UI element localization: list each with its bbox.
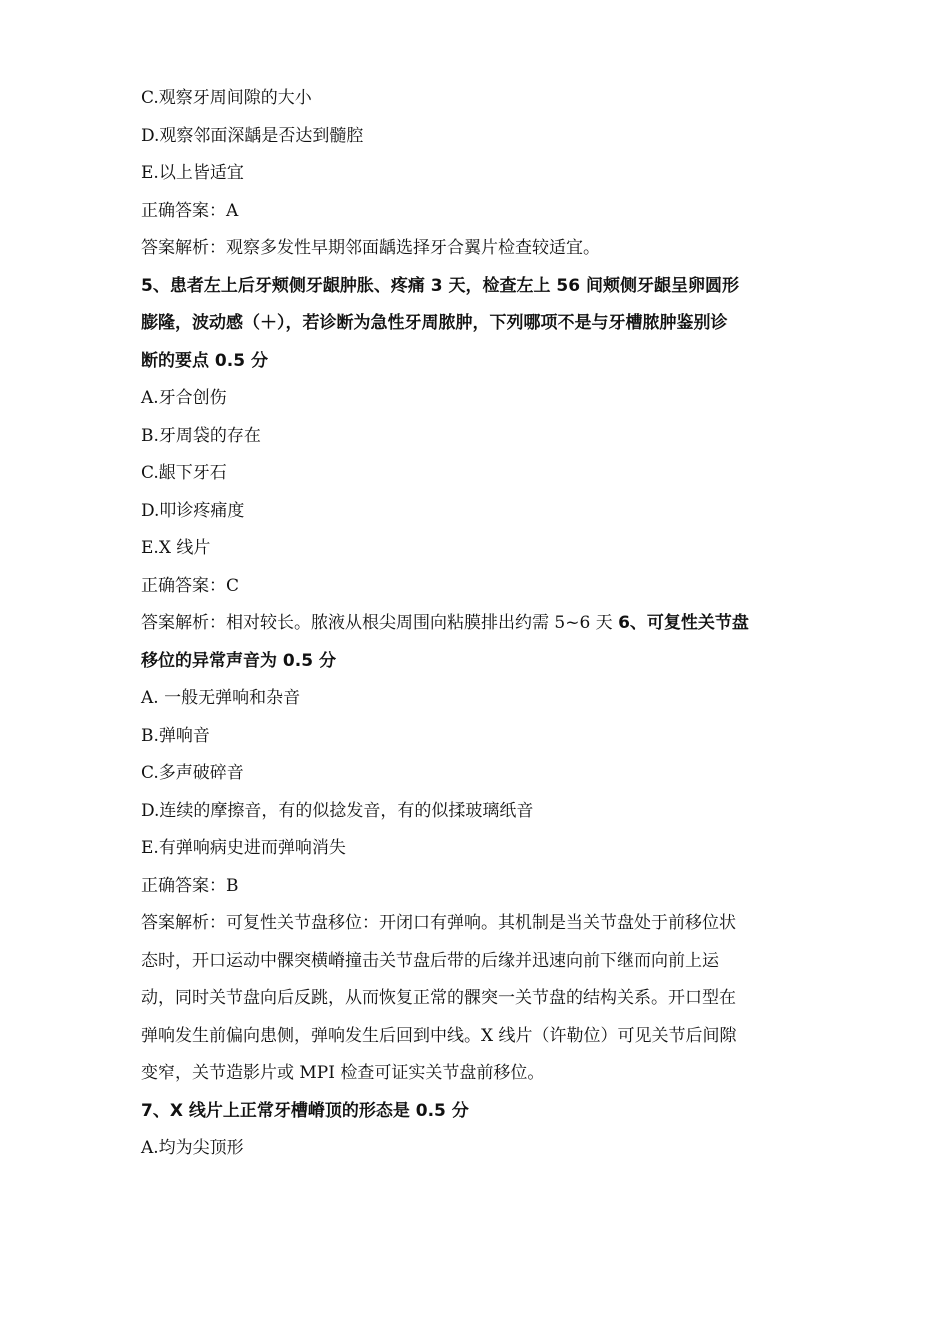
- q4-analysis: 答案解析：观察多发性早期邻面龋选择牙合翼片检查较适宜。: [141, 238, 600, 258]
- q4-option-e: E.以上皆适宜: [141, 163, 244, 183]
- q6-question-line2: 移位的异常声音为 0.5 分: [141, 651, 336, 671]
- q4-option-d: D.观察邻面深龋是否达到髓腔: [141, 126, 364, 146]
- q5-option-d: D.叩诊疼痛度: [141, 501, 245, 521]
- q5-answer: 正确答案：C: [141, 576, 240, 596]
- q5-question-line2: 膨隆，波动感（＋），若诊断为急性牙周脓肿，下列哪项不是与牙槽脓肿鉴别诊: [141, 313, 728, 333]
- q5-analysis-line: [141, 612, 821, 634]
- q7-option-a: A.均为尖顶形: [141, 1138, 244, 1158]
- q6-analysis-line4: 弹响发生前偏向患侧，弹响发生后回到中线。X 线片（许勒位）可见关节后间隙: [141, 1026, 737, 1046]
- q4-answer: 正确答案：A: [141, 201, 239, 221]
- q6-question-start: 6、可复性关节盘: [618, 613, 749, 633]
- q6-analysis-line2: 态时，开口运动中髁突横嵴撞击关节盘后带的后缘并迅速向前下继而向前上运: [141, 951, 719, 971]
- q5-option-a: A.牙合创伤: [141, 388, 227, 408]
- q4-option-c: C.观察牙周间隙的大小: [141, 88, 312, 108]
- q6-analysis-line3: 动，同时关节盘向后反跳，从而恢复正常的髁突一关节盘的结构关系。开口型在: [141, 988, 736, 1008]
- q5-option-b: B.牙周袋的存在: [141, 426, 261, 446]
- q5-option-e: E.X 线片: [141, 538, 211, 558]
- q6-option-a: A. 一般无弹响和杂音: [141, 688, 301, 708]
- q6-option-c: C.多声破碎音: [141, 763, 244, 783]
- q5-question-line3: 断的要点 0.5 分: [141, 351, 268, 371]
- q7-question: 7、X 线片上正常牙槽嵴顶的形态是 0.5 分: [141, 1101, 469, 1121]
- q6-analysis-line1: 答案解析：可复性关节盘移位：开闭口有弹响。其机制是当关节盘处于前移位状: [141, 913, 736, 933]
- q6-analysis-line5: 变窄，关节造影片或 MPI 检查可证实关节盘前移位。: [141, 1063, 545, 1083]
- q5-question-line1: 5、患者左上后牙颊侧牙龈肿胀、疼痛 3 天，检查左上 56 间颊侧牙龈呈卵圆形: [141, 276, 739, 296]
- q5-option-c: C.龈下牙石: [141, 463, 227, 483]
- q6-option-e: E.有弹响病史进而弹响消失: [141, 838, 346, 858]
- q6-option-d: D.连续的摩擦音，有的似捻发音，有的似揉玻璃纸音: [141, 801, 534, 821]
- q6-option-b: B.弹响音: [141, 726, 210, 746]
- q6-answer: 正确答案：B: [141, 876, 239, 896]
- q5-analysis: 答案解析：相对较长。脓液从根尖周围向粘膜排出约需 5~6 天: [141, 613, 619, 633]
